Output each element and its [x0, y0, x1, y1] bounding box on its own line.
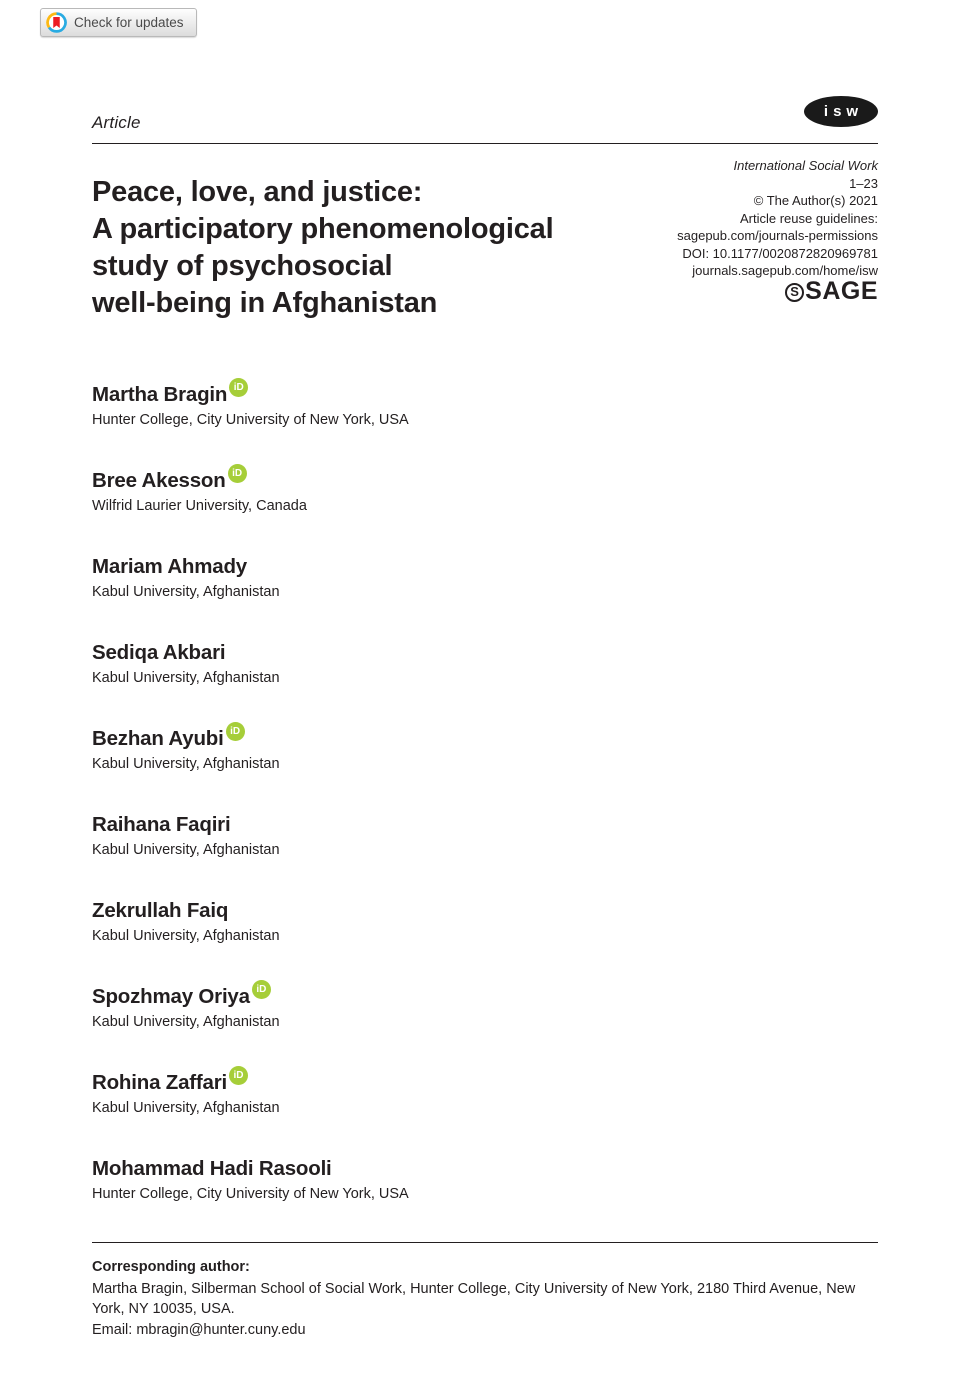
- author-block: [92, 1156, 878, 1204]
- author-name-row: [92, 726, 878, 751]
- author-affiliation: Kabul University, Afghanistan: [92, 670, 280, 686]
- reuse-guidelines-label: Article reuse guidelines:: [739, 210, 878, 226]
- sage-logo: [553, 277, 878, 306]
- corresponding-author-address: Martha Bragin, Silberman School of Social Work, Hunter College, City University of New York, 2180 Third Avenue, New York, NY 10035, USA.: [92, 1280, 856, 1317]
- author-name: Zekrullah Faiq: [92, 899, 229, 922]
- authors-list: [92, 382, 878, 1204]
- author-name: Martha Bragin: [92, 383, 228, 406]
- author-affiliation: Kabul University, Afghanistan: [92, 756, 280, 772]
- author-name: Spozhmay Oriya: [92, 985, 250, 1008]
- page-title: [92, 174, 553, 322]
- author-name-row: [92, 382, 878, 407]
- author-affiliation: Hunter College, City University of New York, USA: [92, 412, 409, 428]
- author-block: [92, 898, 878, 946]
- journal-pages: 1–23: [849, 175, 878, 191]
- permissions-link[interactable]: sagepub.com/journals-permissions: [677, 228, 878, 243]
- journal-info: [553, 157, 878, 306]
- author-name-row: [92, 812, 878, 837]
- corresponding-author-heading: Corresponding author:: [92, 1259, 250, 1275]
- crossmark-icon: [46, 12, 67, 33]
- email-label: Email:: [92, 1321, 137, 1338]
- author-block: [92, 554, 878, 602]
- isw-journal-logo: isw: [804, 96, 878, 127]
- author-affiliation: Hunter College, City University of New York, USA: [92, 1186, 409, 1202]
- orcid-icon[interactable]: iD: [226, 722, 245, 741]
- author-name-row: [92, 1070, 878, 1095]
- author-block: [92, 640, 878, 688]
- orcid-icon[interactable]: iD: [229, 378, 248, 397]
- page-content: [0, 96, 958, 1340]
- author-block: [92, 726, 878, 774]
- author-block: [92, 812, 878, 860]
- author-name-row: [92, 1156, 878, 1181]
- author-affiliation: Kabul University, Afghanistan: [92, 584, 280, 600]
- title-line: study of psychosocial: [92, 250, 393, 282]
- corresponding-author-email-row: [92, 1320, 878, 1341]
- title-row: [92, 144, 878, 322]
- author-name-row: [92, 898, 878, 923]
- author-name: Mohammad Hadi Rasooli: [92, 1157, 332, 1180]
- author-name-row: [92, 468, 878, 493]
- title-line: A participatory phenomenological: [92, 213, 554, 245]
- orcid-icon[interactable]: iD: [252, 980, 271, 999]
- check-for-updates-button[interactable]: [40, 8, 197, 37]
- author-name: Bree Akesson: [92, 469, 226, 492]
- author-block: [92, 984, 878, 1032]
- author-name: Raihana Faqiri: [92, 813, 231, 836]
- orcid-icon[interactable]: iD: [228, 464, 247, 483]
- badge-row: [0, 0, 958, 38]
- author-affiliation: Kabul University, Afghanistan: [92, 842, 280, 858]
- author-block: [92, 468, 878, 516]
- author-name: Sediqa Akbari: [92, 641, 226, 664]
- title-line: Peace, love, and justice:: [92, 176, 423, 208]
- author-affiliation: Kabul University, Afghanistan: [92, 1100, 280, 1116]
- author-name: Rohina Zaffari: [92, 1071, 228, 1094]
- sage-logo-s-icon: S: [785, 283, 804, 302]
- author-name-row: [92, 640, 878, 665]
- journal-copyright: © The Author(s) 2021: [753, 193, 878, 208]
- header-row: [92, 96, 878, 144]
- corresponding-author-section: [92, 1242, 878, 1340]
- title-line: well-being in Afghanistan: [92, 287, 438, 319]
- author-block: [92, 1070, 878, 1118]
- journal-home-link[interactable]: journals.sagepub.com/home/isw: [692, 263, 878, 278]
- author-affiliation: Kabul University, Afghanistan: [92, 1014, 280, 1030]
- check-for-updates-label: Check for updates: [74, 15, 184, 30]
- orcid-icon[interactable]: iD: [229, 1066, 248, 1085]
- author-affiliation: Kabul University, Afghanistan: [92, 928, 280, 944]
- author-name: Mariam Ahmady: [92, 555, 247, 578]
- author-name-row: [92, 554, 878, 579]
- journal-name: International Social Work: [733, 158, 878, 173]
- author-name: Bezhan Ayubi: [92, 727, 224, 750]
- author-block: [92, 382, 878, 430]
- article-type-label: Article: [92, 113, 141, 132]
- sage-logo-text: SAGE: [805, 277, 878, 306]
- doi: DOI: 10.1177/0020872820969781: [682, 245, 878, 261]
- author-affiliation: Wilfrid Laurier University, Canada: [92, 498, 307, 514]
- author-name-row: [92, 984, 878, 1009]
- email-link[interactable]: mbragin@hunter.cuny.edu: [136, 1321, 306, 1338]
